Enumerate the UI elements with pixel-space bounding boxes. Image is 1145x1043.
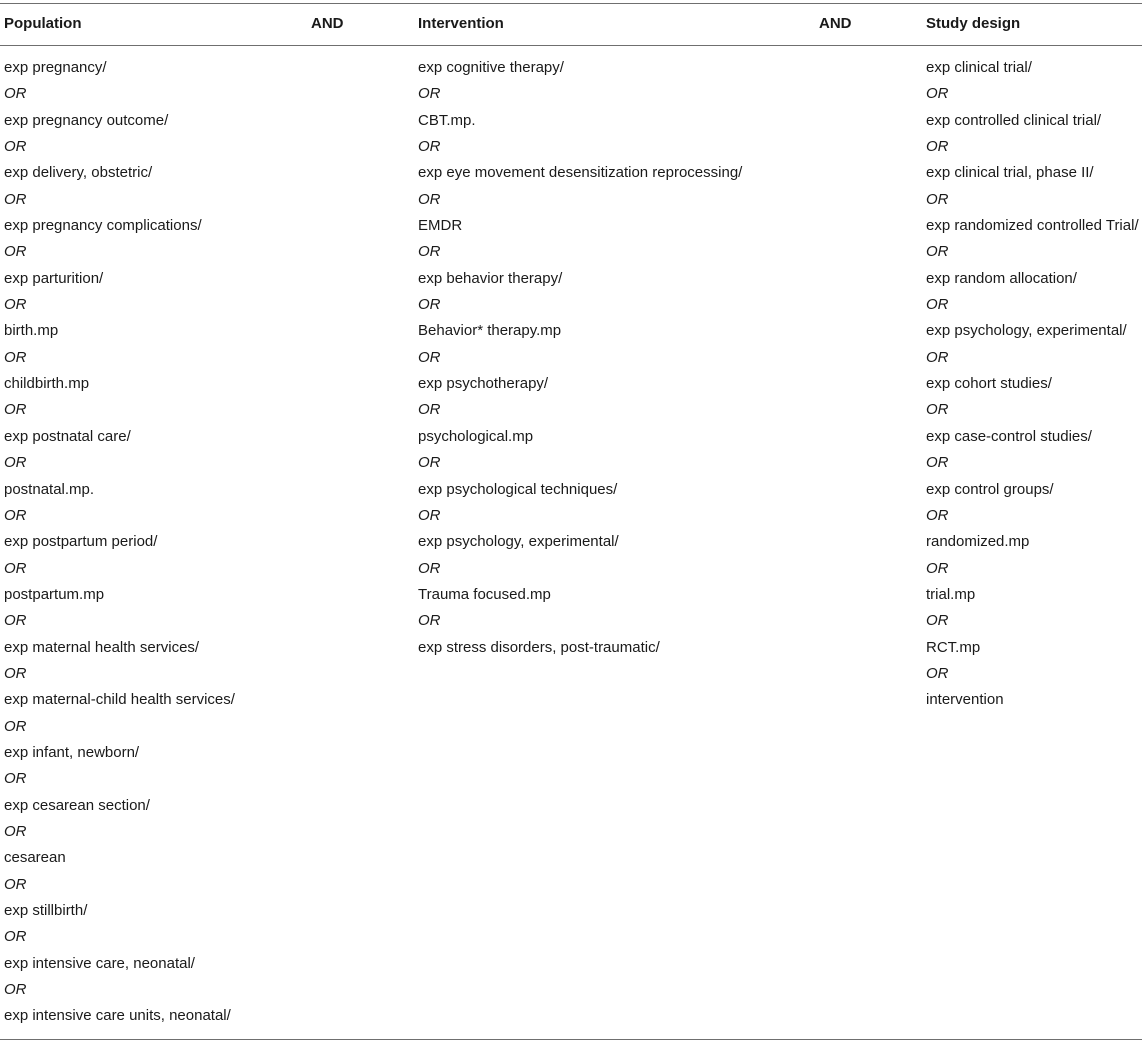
search-term: RCT.mp	[926, 638, 981, 656]
or-operator: OR	[4, 612, 27, 630]
search-term: exp maternal health services/	[4, 638, 200, 656]
or-operator: OR	[926, 454, 949, 472]
search-term: exp eye movement desensitization reprocessing/	[418, 164, 743, 182]
search-term: exp parturition/	[4, 269, 104, 287]
or-operator: OR	[4, 243, 27, 261]
or-operator: OR	[418, 190, 441, 208]
search-term: cesarean	[4, 849, 66, 867]
or-operator: OR	[4, 981, 27, 999]
search-term: exp randomized controlled Trial/	[926, 217, 1139, 235]
or-operator: OR	[926, 401, 949, 419]
or-operator: OR	[4, 296, 27, 314]
or-operator: OR	[418, 506, 441, 524]
or-operator: OR	[4, 875, 27, 893]
search-term: Behavior* therapy.mp	[418, 322, 562, 340]
population-column	[4, 55, 235, 1030]
or-operator: OR	[4, 454, 27, 472]
search-term: exp psychological techniques/	[418, 480, 618, 498]
or-operator: OR	[4, 717, 27, 735]
search-term: exp psychology, experimental/	[926, 322, 1127, 340]
search-term: exp behavior therapy/	[418, 269, 563, 287]
search-term: exp case-control studies/	[926, 427, 1092, 445]
or-operator: OR	[926, 243, 949, 261]
search-term: exp cesarean section/	[4, 796, 150, 814]
search-term: exp cohort studies/	[926, 375, 1052, 393]
or-operator: OR	[926, 664, 949, 682]
search-term: exp pregnancy outcome/	[4, 111, 169, 129]
header-and-1: AND	[311, 15, 344, 32]
or-operator: OR	[926, 138, 949, 156]
header-and-2: AND	[819, 15, 852, 32]
header-study-design: Study design	[926, 15, 1021, 32]
search-term: exp infant, newborn/	[4, 743, 140, 761]
or-operator: OR	[4, 85, 27, 103]
or-operator: OR	[4, 348, 27, 366]
or-operator: OR	[418, 559, 441, 577]
or-operator: OR	[4, 559, 27, 577]
search-term: postpartum.mp	[4, 585, 105, 603]
or-operator: OR	[418, 401, 441, 419]
table-header-row	[0, 3, 1142, 45]
or-operator: OR	[418, 348, 441, 366]
or-operator: OR	[418, 454, 441, 472]
or-operator: OR	[4, 664, 27, 682]
search-term: exp clinical trial/	[926, 59, 1032, 76]
or-operator: OR	[418, 138, 441, 156]
or-operator: OR	[418, 612, 441, 630]
search-term: exp stillbirth/	[4, 902, 88, 919]
or-operator: OR	[4, 770, 27, 788]
or-operator: OR	[418, 296, 441, 314]
or-operator: OR	[4, 928, 27, 946]
search-term: exp controlled clinical trial/	[926, 111, 1102, 129]
search-term: randomized.mp	[926, 533, 1030, 551]
search-term: intervention	[926, 691, 1004, 709]
or-operator: OR	[926, 348, 949, 366]
study-design-column	[926, 55, 1139, 714]
search-term: exp pregnancy/	[4, 59, 107, 76]
or-operator: OR	[4, 138, 27, 156]
search-term: exp intensive care, neonatal/	[4, 954, 195, 972]
search-term: psychological.mp	[418, 427, 534, 445]
search-term: exp pregnancy complications/	[4, 217, 202, 235]
or-operator: OR	[926, 85, 949, 103]
or-operator: OR	[4, 506, 27, 524]
table-bottom-rule	[0, 1039, 1142, 1040]
or-operator: OR	[418, 85, 441, 103]
search-term: exp stress disorders, post-traumatic/	[418, 638, 660, 656]
search-term: exp intensive care units, neonatal/	[4, 1007, 231, 1025]
or-operator: OR	[926, 506, 949, 524]
search-term: postnatal.mp.	[4, 480, 95, 498]
search-term: trial.mp	[926, 585, 976, 603]
search-term: EMDR	[418, 217, 463, 235]
or-operator: OR	[4, 401, 27, 419]
search-term: birth.mp	[4, 322, 59, 340]
or-operator: OR	[4, 822, 27, 840]
search-term: exp control groups/	[926, 480, 1054, 498]
or-operator: OR	[926, 612, 949, 630]
or-operator: OR	[926, 559, 949, 577]
or-operator: OR	[926, 296, 949, 314]
search-term: exp postnatal care/	[4, 427, 131, 445]
search-term: childbirth.mp	[4, 375, 90, 393]
search-term: exp clinical trial, phase II/	[926, 164, 1094, 182]
or-operator: OR	[418, 243, 441, 261]
or-operator: OR	[4, 190, 27, 208]
search-term: exp psychology, experimental/	[418, 533, 619, 551]
or-operator: OR	[926, 190, 949, 208]
search-term: exp psychotherapy/	[418, 375, 549, 393]
search-term: exp delivery, obstetric/	[4, 164, 153, 182]
header-intervention: Intervention	[418, 15, 504, 32]
search-term: Trauma focused.mp	[418, 585, 551, 603]
search-term: exp maternal-child health services/	[4, 691, 235, 709]
search-term: exp cognitive therapy/	[418, 59, 564, 76]
table-header-rule	[0, 45, 1142, 46]
header-population: Population	[4, 15, 82, 32]
search-term: exp random allocation/	[926, 269, 1077, 287]
search-term: CBT.mp.	[418, 111, 476, 129]
search-term: exp postpartum period/	[4, 533, 158, 551]
intervention-column	[418, 55, 742, 661]
